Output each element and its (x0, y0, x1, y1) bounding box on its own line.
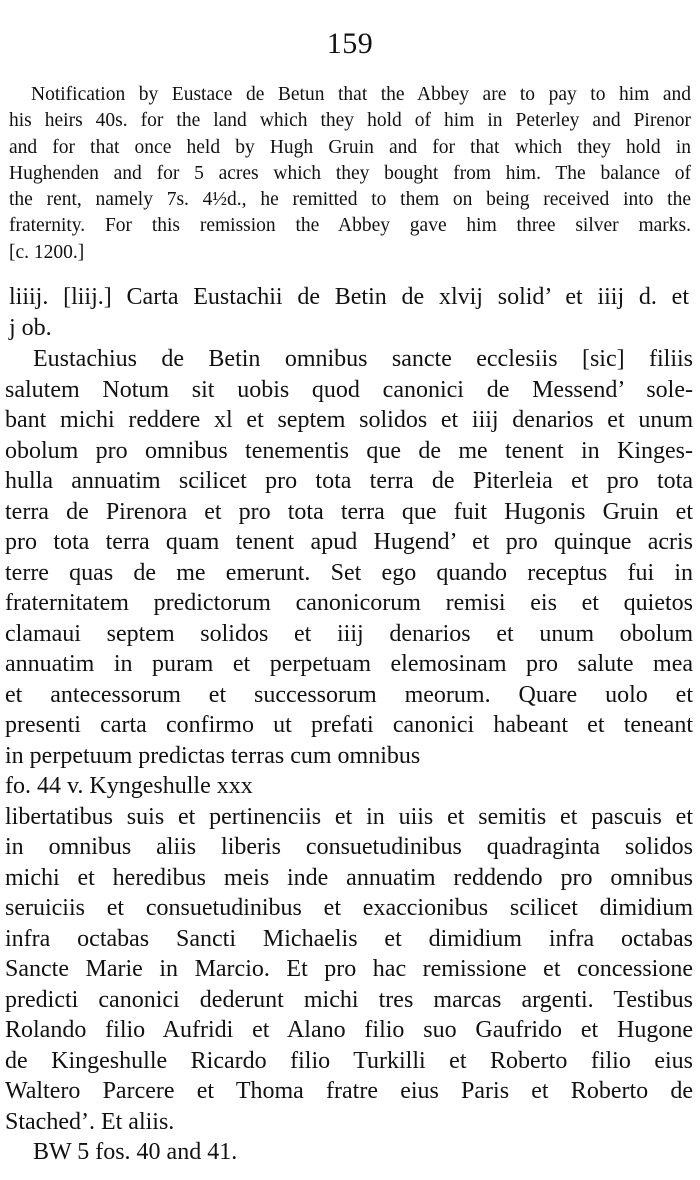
summary-line: Hughenden and for 5 acres which they bought from him. The balance of (9, 162, 691, 184)
latin-charter-text (5, 344, 693, 1168)
summary-line: Notification by Eustace de Betun that the Abbey are to pay to him and (31, 84, 691, 105)
charter-line: de Kingeshulle Ricardo filio Turkilli et Roberto filio eius (5, 1047, 693, 1074)
charter-heading (9, 282, 689, 344)
charter-line: clamaui septem solidos et iiij denarios et unum obolum (5, 620, 693, 647)
summary-line: [c. 1200.] (9, 241, 85, 263)
charter-line: in perpetuum predictas terras cum omnibus (5, 742, 421, 769)
summary-line: his heirs 40s. for the land which they hold of him in Peterley and Pirenor (9, 110, 691, 132)
charter-line: Eustachius de Betin omnibus sancte ecclesiis [sic] filiis (33, 346, 693, 372)
charter-line: in omnibus aliis liberis consuetudinibus quadraginta solidos (5, 834, 693, 860)
charter-line: michi et heredibus meis inde annuatim reddendo pro omnibus (5, 864, 693, 891)
charter-line: libertatibus suis et pertinenciis et in uiis et semitis et pascuis et (5, 803, 693, 830)
charter-line: terra de Pirenora et pro tota terra que fuit Hugonis Gruin et (5, 498, 693, 525)
charter-line: presenti carta confirmo ut prefati canonici habeant et teneant (5, 712, 693, 738)
charter-line: terre quas de me emerunt. Set ego quando receptus fui in (5, 559, 693, 586)
charter-line: Waltero Parcere et Thoma fratre eius Paris et Roberto de (5, 1078, 693, 1104)
charter-line: obolum pro omnibus tenementis que de me tenent in Kinges- (5, 437, 693, 464)
charter-line: seruiciis et consuetudinibus et exaccionibus scilicet dimidium (5, 895, 693, 921)
heading-line: j ob. (9, 315, 52, 341)
charter-line: hulla annuatim scilicet pro tota terra de Piterleia et pro tota (5, 468, 693, 494)
charter-line: predicti canonici dederunt michi tres marcas argenti. Testibus (5, 986, 693, 1013)
charter-line: annuatim in puram et perpetuam elemosinam pro salute mea (5, 651, 693, 677)
summary-line: the rent, namely 7s. 4½d., he remitted to them on being received into the (9, 189, 691, 211)
charter-line: fraternitatem predictorum canonicorum remisi eis et quietos (5, 590, 693, 616)
charter-line: BW 5 fos. 40 and 41. (33, 1139, 238, 1165)
page-number: 159 (326, 27, 374, 60)
charter-line: Rolando filio Aufridi et Alano filio suo Gaufrido et Hugone (5, 1017, 693, 1043)
charter-line: infra octabas Sancti Michaelis et dimidium infra octabas (5, 925, 693, 952)
charter-line: salutem Notum sit uobis quod canonici de Messend’ sole- (5, 376, 693, 403)
charter-line: fo. 44 v. Kyngeshulle xxx (5, 773, 253, 799)
charter-line: Sancte Marie in Marcio. Et pro hac remissione et concessione (5, 956, 693, 982)
charter-line: pro tota terra quam tenent apud Hugend’ et pro quinque acris (5, 529, 693, 555)
heading-line: liiij. [liij.] Carta Eustachii de Betin de xlvij solid’ et iiij d. et (9, 284, 689, 310)
summary-line: fraternity. For this remission the Abbey gave him three silver marks. (9, 215, 691, 237)
charter-line: bant michi reddere xl et septem solidos et iiij denarios et unum (5, 407, 693, 433)
charter-line: Stached’. Et aliis. (5, 1108, 175, 1135)
summary-line: and for that once held by Hugh Gruin and for that which they hold in (9, 136, 691, 158)
english-summary (9, 82, 691, 266)
charter-line: et antecessorum et successorum meorum. Quare uolo et (5, 681, 693, 708)
